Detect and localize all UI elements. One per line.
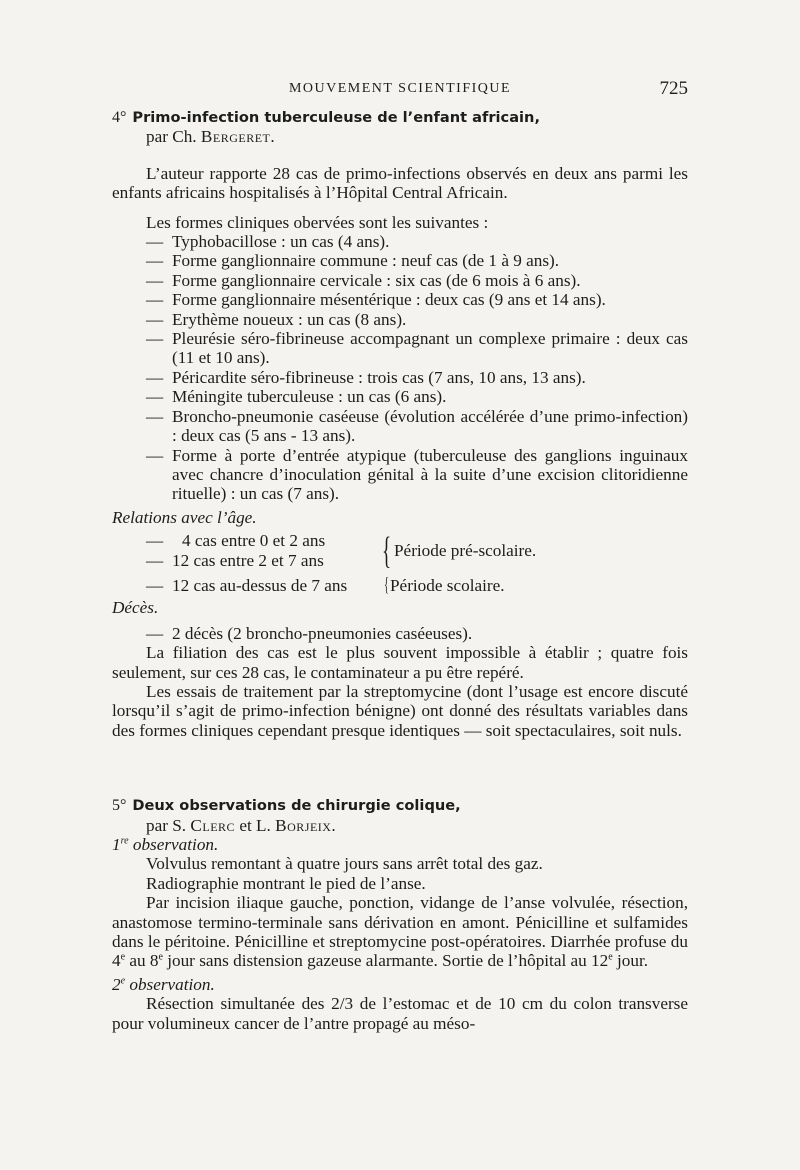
list-item: — Forme à porte d’entrée atypique (tuberculeuse des ganglions inguinaux avec chancre d’inoculation génital à la suite d’une excision clitoridienne rituelle) : un cas (7 ans). xyxy=(146,446,688,504)
school-group xyxy=(382,573,688,596)
observation-1-heading xyxy=(112,835,688,854)
section-4-heading xyxy=(112,108,688,127)
list-item: — Forme ganglionnaire cervicale : six cas (de 6 mois à 6 ans). xyxy=(146,271,688,290)
text-run: au 8 xyxy=(125,951,159,971)
list-item: — Erythème noueux : un cas (8 ans). xyxy=(146,310,688,329)
author-name: Clerc xyxy=(190,815,236,835)
section-4-title: Primo-infection tuberculeuse de l’enfant africain, xyxy=(132,109,540,126)
list-item: — Typhobacillose : un cas (4 ans). xyxy=(146,232,688,251)
text-run: Par incision iliaque gauche, ponction, vidange de l’anse volvulée, résection, anastomose termino-terminale sans dérivation en amont. Pénicilline et sulfamides dans le péritoine. Pénicilline et streptomycine post-opératoires. Diarrhée profuse du 4 xyxy=(112,893,688,971)
observation-number: 1 xyxy=(112,835,121,854)
forms-intro: Les formes cliniques obervées sont les suivantes : xyxy=(146,212,489,232)
age-table xyxy=(146,531,688,595)
observation-1-line-1: Volvulus remontant à quatre jours sans arrêt total des gaz. xyxy=(146,854,543,874)
age-row xyxy=(146,576,382,595)
age-row-school xyxy=(146,576,382,595)
period-preschool: Période pré-scolaire. xyxy=(394,540,537,560)
filiation-paragraph: La filiation des cas est le plus souvent impossible à établir ; quatre fois seulement, sur ces 28 cas, le contaminateur a pu être repéré. xyxy=(112,643,688,682)
article-body xyxy=(112,108,688,1033)
list-item: — Péricardite séro-fibrineuse : trois cas (7 ans, 10 ans, 13 ans). xyxy=(146,368,688,387)
age-row xyxy=(146,531,382,550)
age-range: 12 cas au-dessus de 7 ans xyxy=(172,575,348,595)
running-header xyxy=(112,78,688,100)
byline-prefix: par Ch. xyxy=(146,127,197,147)
clinical-forms-list xyxy=(112,232,688,504)
list-item: — 2 décès (2 broncho-pneumonies caséeuses). xyxy=(146,624,688,643)
author-name: Borjeix. xyxy=(275,815,337,835)
list-item: — Méningite tuberculeuse : un cas (6 ans). xyxy=(146,387,688,406)
list-item: — Pleurésie séro-fibrineuse accompagnant un complexe primaire : deux cas (11 et 10 ans). xyxy=(146,329,688,368)
observation-1-line-2: Radiographie montrant le pied de l’anse. xyxy=(146,873,426,893)
observation-2-heading xyxy=(112,975,688,994)
byline-connector: et L. xyxy=(239,815,271,835)
age-range: 4 cas entre 0 et 2 ans xyxy=(182,531,326,551)
text-run: jour. xyxy=(612,951,649,971)
ordinal-suffix: e xyxy=(158,951,163,963)
section-5-heading xyxy=(112,796,688,815)
observation-2-paragraph: Résection simultanée des 2/3 de l’estomac et de 10 cm du colon transverse pour volumineux cancer de l’antre propagé au méso- xyxy=(112,994,688,1033)
ordinal-suffix: e xyxy=(608,951,613,963)
ordinal-suffix: e xyxy=(120,951,126,963)
section-5-byline xyxy=(146,816,688,835)
observation-number: 2 xyxy=(112,974,121,994)
list-item: — Broncho-pneumonie caséeuse (évolution accélérée d’une primo-infection) : deux cas (5 ans - 13 ans). xyxy=(146,407,688,446)
age-range: 12 cas entre 2 et 7 ans xyxy=(172,550,324,570)
section-5-title: Deux observations de chirurgie colique, xyxy=(132,797,461,815)
age-heading: Relations avec l’âge. xyxy=(112,507,257,527)
section-4-byline xyxy=(146,127,688,146)
running-title: MOUVEMENT SCIENTIFIQUE xyxy=(288,81,512,96)
text-run: jour sans distension gazeuse alarmante. Sortie de l’hôpital au 12 xyxy=(162,951,609,971)
observation-label: observation. xyxy=(132,835,219,854)
list-item: — Forme ganglionnaire commune : neuf cas (de 1 à 9 ans). xyxy=(146,251,688,270)
observation-label: observation. xyxy=(129,974,215,994)
age-row xyxy=(146,551,382,570)
period-school: Période scolaire. xyxy=(390,575,505,595)
page-number: 725 xyxy=(659,78,688,99)
ordinal-suffix: re xyxy=(120,835,129,847)
age-rows-preschool xyxy=(146,531,382,570)
deaths-heading: Décès. xyxy=(112,598,159,618)
brace: { xyxy=(384,573,389,596)
treatment-paragraph: Les essais de traitement par la streptomycine (dont l’usage est encore discuté lorsqu’il s’agit de primo-infection bénigne) ont donné des résultats variables dans des formes cliniques cependant presque identiques — soit spectaculaires, soit nuls. xyxy=(112,681,688,740)
preschool-group xyxy=(382,531,688,570)
list-item: — Forme ganglionnaire mésentérique : deux cas (9 ans et 14 ans). xyxy=(146,290,688,309)
section-5-number: 5° xyxy=(112,797,127,815)
deaths-list xyxy=(112,624,688,643)
section-4-intro: L’auteur rapporte 28 cas de primo-infections observés en deux ans parmi les enfants africains hospitalisés à l’Hôpital Central Africain. xyxy=(112,163,688,203)
byline-prefix: par S. xyxy=(146,815,187,835)
brace: { xyxy=(382,529,392,572)
section-4-number: 4° xyxy=(112,109,127,126)
observation-1-paragraph xyxy=(112,893,688,971)
author-name: Bergeret. xyxy=(200,127,276,147)
ordinal-suffix: e xyxy=(120,975,126,987)
